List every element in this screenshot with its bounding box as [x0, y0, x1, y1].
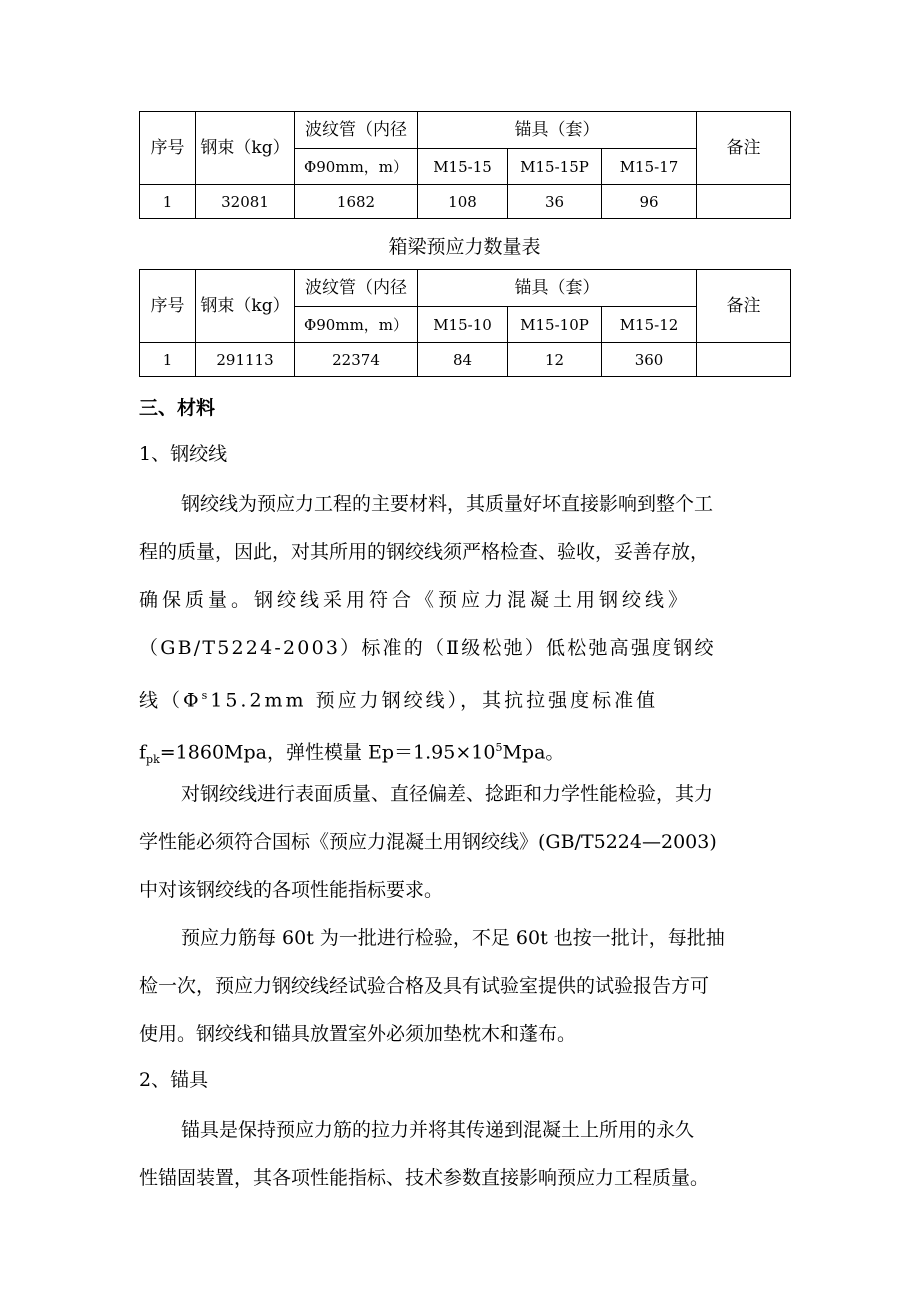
paragraph-steel-strand: 钢绞线为预应力工程的主要材料，其质量好坏直接影响到整个工 程的质量，因此，对其所用的钢绞线须严格检查、验收，妥善存放， 确保质量。钢绞线采用符合《预应力混凝土用钢绞线》 （GB/T5224-2003）标准的（Ⅱ级松弛）低松弛高强度钢绞 线（$\Phi^s15.2mm$ 预应力钢绞线），其抗拉强度标准值 $f_{pk}=1860Mpa$，弹性模量 $Ep=1.95\times 10^5Mpa$。	[139, 493, 716, 767]
cell-anchor: 96	[602, 185, 697, 219]
table-row	[140, 343, 791, 377]
header-seq: 序号	[140, 112, 196, 185]
cell-note	[697, 185, 791, 219]
header-duct-line1: 波纹管（内径	[295, 112, 418, 149]
cell-anchor: 360	[602, 343, 697, 377]
cell-anchor: 12	[508, 343, 602, 377]
header-duct-line1: 波纹管（内径	[295, 270, 418, 307]
prestress-table-1	[139, 111, 791, 219]
cell-duct: 1682	[295, 185, 418, 219]
cell-seq: 1	[140, 343, 196, 377]
cell-note	[697, 343, 791, 377]
cell-anchor: 108	[418, 185, 508, 219]
prestress-table-2	[139, 269, 791, 377]
header-duct-line2: Φ90mm，m）	[295, 307, 418, 343]
cell-anchor: 84	[418, 343, 508, 377]
header-strand: 钢束（kg）	[196, 112, 295, 185]
header-duct-line2: Φ90mm，m）	[295, 149, 418, 185]
header-anchor-type: M15-15	[418, 149, 508, 185]
table-caption: 箱梁预应力数量表	[388, 236, 541, 258]
cell-seq: 1	[140, 185, 196, 219]
header-anchor-type: M15-10P	[508, 307, 602, 343]
section-title: 三、材料	[139, 397, 216, 419]
paragraph-inspection: 对钢绞线进行表面质量、直径偏差、捻距和力学性能检验，其力 学性能必须符合国标《预应力混凝土用钢绞线》(GB/T5224—2003) 中对该钢绞线的各项性能指标要求。	[139, 783, 717, 901]
cell-strand: 291113	[196, 343, 295, 377]
header-anchor-type: M15-17	[602, 149, 697, 185]
paragraph-batch: 预应力筋每 60t 为一批进行检验，不足 60t 也按一批计，每批抽 检一次，预应力钢绞线经试验合格及具有试验室提供的试验报告方可 使用。钢绞线和锚具放置室外必须加垫枕木和蓬布。	[139, 927, 725, 1045]
table-row	[140, 185, 791, 219]
paragraph-anchor: 锚具是保持预应力筋的拉力并将其传递到混凝土上所用的永久 性锚固装置，其各项性能指标、技术参数直接影响预应力工程质量。	[139, 1119, 710, 1189]
header-anchor: 锚具（套）	[418, 112, 697, 149]
header-anchor-type: M15-10	[418, 307, 508, 343]
cell-strand: 32081	[196, 185, 295, 219]
header-anchor-type: M15-15P	[508, 149, 602, 185]
cell-duct: 22374	[295, 343, 418, 377]
subsection-title: 2、锚具	[139, 1069, 209, 1091]
header-anchor-type: M15-12	[602, 307, 697, 343]
header-anchor: 锚具（套）	[418, 270, 697, 307]
header-note: 备注	[697, 270, 791, 343]
header-note: 备注	[697, 112, 791, 185]
header-strand: 钢束（kg）	[196, 270, 295, 343]
header-seq: 序号	[140, 270, 196, 343]
cell-anchor: 36	[508, 185, 602, 219]
subsection-title: 1、钢绞线	[139, 443, 228, 465]
